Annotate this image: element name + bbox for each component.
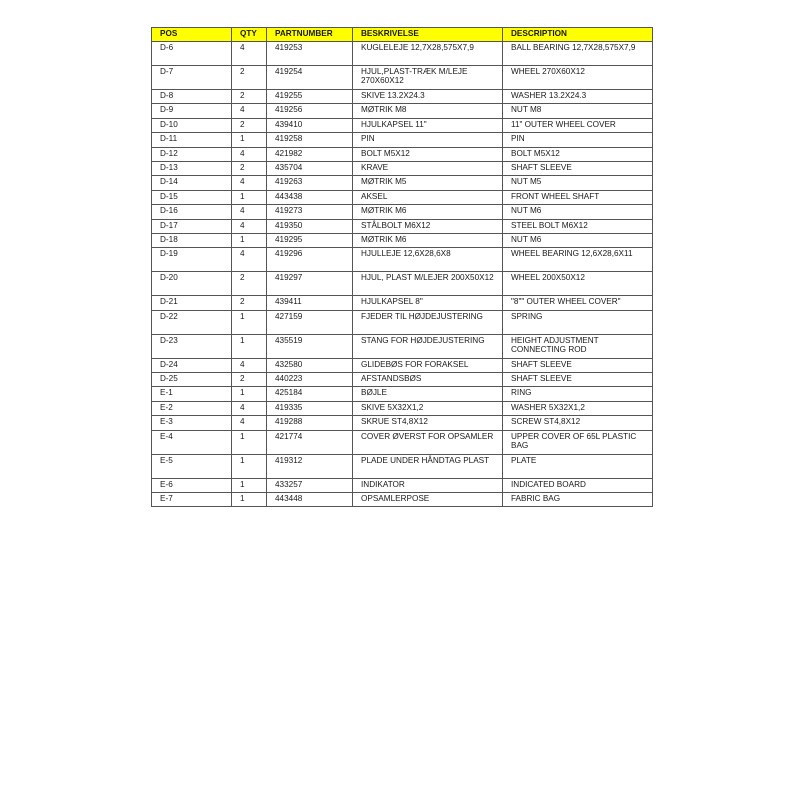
table-row bbox=[152, 233, 653, 247]
cell-description: RING bbox=[503, 387, 653, 401]
cell-description: BOLT M5X12 bbox=[503, 147, 653, 161]
cell-partnumber: 419297 bbox=[267, 272, 353, 296]
cell-beskrivelse: MØTRIK M6 bbox=[353, 205, 503, 219]
cell-pos: D-23 bbox=[152, 334, 232, 358]
cell-description: SCREW ST4,8X12 bbox=[503, 416, 653, 430]
cell-partnumber: 419253 bbox=[267, 42, 353, 66]
header-row bbox=[152, 28, 653, 42]
cell-qty: 1 bbox=[232, 478, 267, 492]
cell-pos: D-22 bbox=[152, 310, 232, 334]
cell-partnumber: 419254 bbox=[267, 66, 353, 90]
table-row bbox=[152, 416, 653, 430]
cell-partnumber: 419288 bbox=[267, 416, 353, 430]
cell-beskrivelse: FJEDER TIL HØJDEJUSTERING bbox=[353, 310, 503, 334]
cell-pos: D-18 bbox=[152, 233, 232, 247]
cell-partnumber: 419258 bbox=[267, 133, 353, 147]
cell-beskrivelse: AFSTANDSBØS bbox=[353, 373, 503, 387]
table-row bbox=[152, 104, 653, 118]
cell-beskrivelse: HJULKAPSEL 11" bbox=[353, 118, 503, 132]
cell-description: UPPER COVER OF 65L PLASTIC BAG bbox=[503, 430, 653, 454]
cell-description: HEIGHT ADJUSTMENT CONNECTING ROD bbox=[503, 334, 653, 358]
cell-description: WASHER 5X32X1,2 bbox=[503, 401, 653, 415]
cell-beskrivelse: HJUL,PLAST-TRÆK M/LEJE 270X60X12 bbox=[353, 66, 503, 90]
cell-pos: D-16 bbox=[152, 205, 232, 219]
cell-partnumber: 439410 bbox=[267, 118, 353, 132]
cell-description: PLATE bbox=[503, 454, 653, 478]
cell-pos: D-25 bbox=[152, 373, 232, 387]
cell-description: INDICATED BOARD bbox=[503, 478, 653, 492]
cell-pos: D-14 bbox=[152, 176, 232, 190]
cell-partnumber: 419256 bbox=[267, 104, 353, 118]
cell-beskrivelse: STANG FOR HØJDEJUSTERING bbox=[353, 334, 503, 358]
cell-description: SPRING bbox=[503, 310, 653, 334]
table-row bbox=[152, 272, 653, 296]
cell-qty: 1 bbox=[232, 493, 267, 507]
cell-description: WHEEL 270X60X12 bbox=[503, 66, 653, 90]
table-row bbox=[152, 358, 653, 372]
table-row bbox=[152, 90, 653, 104]
cell-pos: E-5 bbox=[152, 454, 232, 478]
cell-partnumber: 421774 bbox=[267, 430, 353, 454]
table-row bbox=[152, 430, 653, 454]
cell-pos: D-6 bbox=[152, 42, 232, 66]
table-row bbox=[152, 373, 653, 387]
cell-beskrivelse: MØTRIK M6 bbox=[353, 233, 503, 247]
cell-description: NUT M6 bbox=[503, 205, 653, 219]
table-row bbox=[152, 334, 653, 358]
cell-pos: E-1 bbox=[152, 387, 232, 401]
cell-description: STEEL BOLT M6X12 bbox=[503, 219, 653, 233]
cell-qty: 2 bbox=[232, 161, 267, 175]
table-row bbox=[152, 161, 653, 175]
cell-beskrivelse: STÅLBOLT M6X12 bbox=[353, 219, 503, 233]
cell-pos: D-20 bbox=[152, 272, 232, 296]
cell-qty: 2 bbox=[232, 296, 267, 310]
cell-qty: 1 bbox=[232, 310, 267, 334]
cell-qty: 4 bbox=[232, 416, 267, 430]
cell-pos: D-8 bbox=[152, 90, 232, 104]
cell-beskrivelse: PLADE UNDER HÅNDTAG PLAST bbox=[353, 454, 503, 478]
cell-beskrivelse: KUGLELEJE 12,7X28,575X7,9 bbox=[353, 42, 503, 66]
cell-beskrivelse: INDIKATOR bbox=[353, 478, 503, 492]
cell-beskrivelse: AKSEL bbox=[353, 190, 503, 204]
header-pos: POS bbox=[152, 28, 232, 42]
cell-qty: 2 bbox=[232, 90, 267, 104]
table-row bbox=[152, 66, 653, 90]
cell-qty: 4 bbox=[232, 205, 267, 219]
cell-qty: 1 bbox=[232, 454, 267, 478]
cell-description: 11" OUTER WHEEL COVER bbox=[503, 118, 653, 132]
table-row bbox=[152, 296, 653, 310]
cell-qty: 4 bbox=[232, 401, 267, 415]
table-row bbox=[152, 176, 653, 190]
table-row bbox=[152, 133, 653, 147]
cell-pos: D-19 bbox=[152, 248, 232, 272]
cell-qty: 4 bbox=[232, 147, 267, 161]
cell-pos: D-11 bbox=[152, 133, 232, 147]
cell-qty: 1 bbox=[232, 190, 267, 204]
cell-partnumber: 419263 bbox=[267, 176, 353, 190]
cell-beskrivelse: GLIDEBØS FOR FORAKSEL bbox=[353, 358, 503, 372]
cell-qty: 1 bbox=[232, 430, 267, 454]
table-row bbox=[152, 454, 653, 478]
cell-description: BALL BEARING 12,7X28,575X7,9 bbox=[503, 42, 653, 66]
cell-beskrivelse: SKRUE ST4,8X12 bbox=[353, 416, 503, 430]
cell-qty: 1 bbox=[232, 133, 267, 147]
cell-qty: 2 bbox=[232, 373, 267, 387]
cell-qty: 4 bbox=[232, 248, 267, 272]
cell-description: NUT M6 bbox=[503, 233, 653, 247]
cell-beskrivelse: HJUL, PLAST M/LEJER 200X50X12 bbox=[353, 272, 503, 296]
cell-partnumber: 443438 bbox=[267, 190, 353, 204]
cell-beskrivelse: COVER ØVERST FOR OPSAMLER bbox=[353, 430, 503, 454]
cell-description: NUT M8 bbox=[503, 104, 653, 118]
cell-qty: 4 bbox=[232, 176, 267, 190]
cell-description: WHEEL 200X50X12 bbox=[503, 272, 653, 296]
table-row bbox=[152, 248, 653, 272]
cell-beskrivelse: BOLT M5X12 bbox=[353, 147, 503, 161]
cell-qty: 2 bbox=[232, 272, 267, 296]
cell-partnumber: 439411 bbox=[267, 296, 353, 310]
header-description: DESCRIPTION bbox=[503, 28, 653, 42]
table-row bbox=[152, 147, 653, 161]
cell-pos: D-10 bbox=[152, 118, 232, 132]
cell-beskrivelse: SKIVE 5X32X1,2 bbox=[353, 401, 503, 415]
cell-pos: D-7 bbox=[152, 66, 232, 90]
cell-description: WASHER 13.2X24.3 bbox=[503, 90, 653, 104]
cell-description: SHAFT SLEEVE bbox=[503, 161, 653, 175]
cell-pos: D-21 bbox=[152, 296, 232, 310]
cell-partnumber: 427159 bbox=[267, 310, 353, 334]
cell-beskrivelse: BØJLE bbox=[353, 387, 503, 401]
cell-pos: D-15 bbox=[152, 190, 232, 204]
cell-beskrivelse: MØTRIK M5 bbox=[353, 176, 503, 190]
cell-pos: D-9 bbox=[152, 104, 232, 118]
cell-beskrivelse: OPSAMLERPOSE bbox=[353, 493, 503, 507]
cell-description: SHAFT SLEEVE bbox=[503, 358, 653, 372]
table-row bbox=[152, 478, 653, 492]
header-qty: QTY bbox=[232, 28, 267, 42]
table-row bbox=[152, 401, 653, 415]
cell-pos: D-12 bbox=[152, 147, 232, 161]
cell-partnumber: 419350 bbox=[267, 219, 353, 233]
cell-pos: D-17 bbox=[152, 219, 232, 233]
cell-partnumber: 419312 bbox=[267, 454, 353, 478]
cell-beskrivelse: HJULKAPSEL 8" bbox=[353, 296, 503, 310]
cell-pos: D-13 bbox=[152, 161, 232, 175]
parts-table bbox=[151, 27, 653, 507]
cell-beskrivelse: HJULLEJE 12,6X28,6X8 bbox=[353, 248, 503, 272]
table-row bbox=[152, 219, 653, 233]
cell-beskrivelse: PIN bbox=[353, 133, 503, 147]
table-row bbox=[152, 190, 653, 204]
cell-description: FABRIC BAG bbox=[503, 493, 653, 507]
table-row bbox=[152, 42, 653, 66]
cell-pos: E-6 bbox=[152, 478, 232, 492]
cell-qty: 1 bbox=[232, 233, 267, 247]
cell-beskrivelse: SKIVE 13.2X24.3 bbox=[353, 90, 503, 104]
cell-partnumber: 419296 bbox=[267, 248, 353, 272]
cell-partnumber: 419335 bbox=[267, 401, 353, 415]
cell-description: "8"" OUTER WHEEL COVER" bbox=[503, 296, 653, 310]
cell-pos: E-7 bbox=[152, 493, 232, 507]
cell-description: FRONT WHEEL SHAFT bbox=[503, 190, 653, 204]
cell-qty: 4 bbox=[232, 42, 267, 66]
cell-description: NUT M5 bbox=[503, 176, 653, 190]
cell-partnumber: 433257 bbox=[267, 478, 353, 492]
table-row bbox=[152, 310, 653, 334]
table-row bbox=[152, 387, 653, 401]
cell-qty: 1 bbox=[232, 334, 267, 358]
cell-qty: 4 bbox=[232, 219, 267, 233]
table-body bbox=[152, 42, 653, 507]
cell-beskrivelse: MØTRIK M8 bbox=[353, 104, 503, 118]
table-header bbox=[152, 28, 653, 42]
cell-pos: E-2 bbox=[152, 401, 232, 415]
header-beskrivelse: BESKRIVELSE bbox=[353, 28, 503, 42]
cell-partnumber: 435704 bbox=[267, 161, 353, 175]
cell-pos: D-24 bbox=[152, 358, 232, 372]
cell-partnumber: 432580 bbox=[267, 358, 353, 372]
cell-qty: 4 bbox=[232, 104, 267, 118]
cell-qty: 4 bbox=[232, 358, 267, 372]
cell-description: PIN bbox=[503, 133, 653, 147]
cell-description: WHEEL BEARING 12,6X28,6X11 bbox=[503, 248, 653, 272]
cell-partnumber: 421982 bbox=[267, 147, 353, 161]
cell-partnumber: 425184 bbox=[267, 387, 353, 401]
cell-pos: E-3 bbox=[152, 416, 232, 430]
table-row bbox=[152, 118, 653, 132]
cell-beskrivelse: KRAVE bbox=[353, 161, 503, 175]
cell-qty: 2 bbox=[232, 66, 267, 90]
cell-partnumber: 419273 bbox=[267, 205, 353, 219]
cell-pos: E-4 bbox=[152, 430, 232, 454]
table-row bbox=[152, 205, 653, 219]
cell-partnumber: 419255 bbox=[267, 90, 353, 104]
table-row bbox=[152, 493, 653, 507]
cell-partnumber: 435519 bbox=[267, 334, 353, 358]
cell-partnumber: 443448 bbox=[267, 493, 353, 507]
cell-qty: 2 bbox=[232, 118, 267, 132]
cell-description: SHAFT SLEEVE bbox=[503, 373, 653, 387]
header-partnumber: PARTNUMBER bbox=[267, 28, 353, 42]
cell-partnumber: 419295 bbox=[267, 233, 353, 247]
cell-partnumber: 440223 bbox=[267, 373, 353, 387]
cell-qty: 1 bbox=[232, 387, 267, 401]
